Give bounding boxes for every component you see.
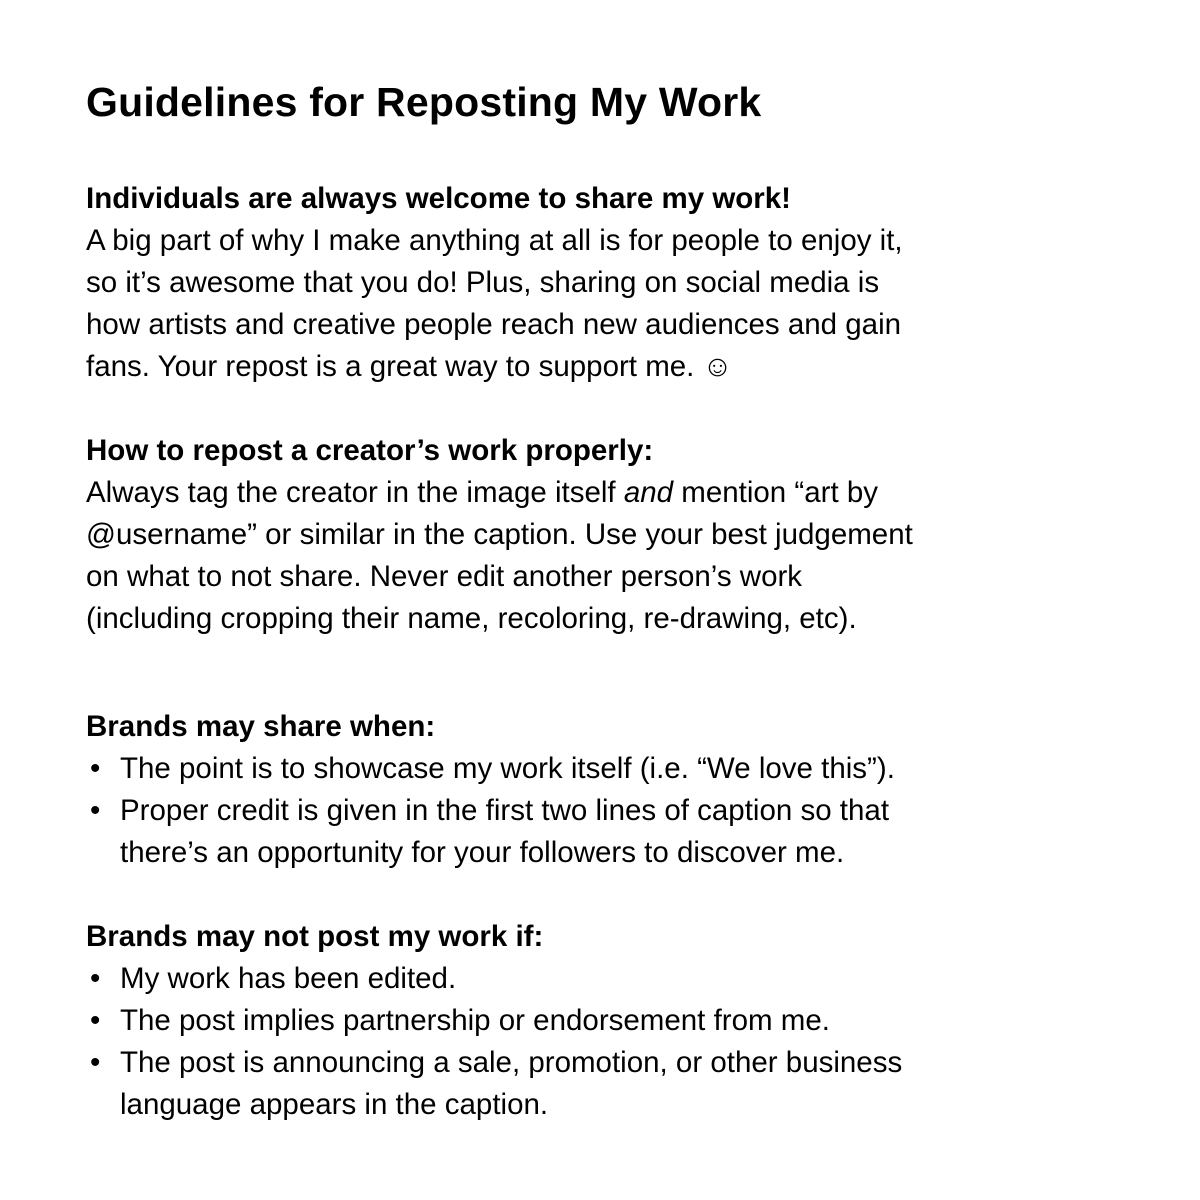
list-item <box>86 958 1146 1000</box>
list-item-text <box>120 1042 1146 1126</box>
list-item-text <box>120 958 1146 1000</box>
body-line <box>86 472 1146 514</box>
list-item-text <box>120 1000 1146 1042</box>
body-text-segment: Always tag the creator in the image itself <box>86 476 624 509</box>
section-body <box>86 220 1146 388</box>
page-title: Guidelines for Reposting My Work <box>86 79 762 125</box>
section-how-to-repost <box>86 430 1146 640</box>
bullet-list <box>86 748 1146 874</box>
list-item <box>86 748 1146 790</box>
list-item-text <box>120 790 1146 874</box>
list-item-line: The post implies partnership or endorsement from me. <box>120 1004 830 1037</box>
section-heading: How to repost a creator’s work properly: <box>86 434 654 467</box>
section-body <box>86 472 1146 640</box>
body-line: (including cropping their name, recoloring, re-drawing, etc). <box>86 602 857 635</box>
section-individuals <box>86 178 1146 388</box>
list-item <box>86 790 1146 874</box>
body-line: so it’s awesome that you do! Plus, sharing on social media is <box>86 266 880 299</box>
body-line: how artists and creative people reach new audiences and gain <box>86 308 902 341</box>
bullet-list <box>86 958 1146 1126</box>
body-text-segment: mention “art by <box>673 476 879 509</box>
section-heading: Brands may not post my work if: <box>86 920 544 953</box>
list-item <box>86 1042 1146 1126</box>
section-brands-may-not-post <box>86 916 1146 1126</box>
list-item-line: My work has been edited. <box>120 962 457 995</box>
body-line: fans. Your repost is a great way to support me. ☺ <box>86 350 733 383</box>
document-page <box>86 78 1146 1126</box>
list-item-text <box>120 748 1146 790</box>
section-heading: Brands may share when: <box>86 710 436 743</box>
section-heading: Individuals are always welcome to share my work! <box>86 182 792 215</box>
bullet-icon: • <box>90 1046 101 1079</box>
bullet-icon: • <box>90 1004 101 1037</box>
body-line: on what to not share. Never edit another person’s work <box>86 560 803 593</box>
body-line: @username” or similar in the caption. Use your best judgement <box>86 518 913 551</box>
list-item-line: there’s an opportunity for your followers to discover me. <box>120 836 845 869</box>
list-item-line: The point is to showcase my work itself (i.e. “We love this”). <box>120 752 895 785</box>
bullet-icon: • <box>90 962 101 995</box>
list-item-line: language appears in the caption. <box>120 1088 549 1121</box>
list-item <box>86 1000 1146 1042</box>
body-line: A big part of why I make anything at all is for people to enjoy it, <box>86 224 903 257</box>
section-brands-may-share <box>86 706 1146 874</box>
list-item-line: The post is announcing a sale, promotion, or other business <box>120 1046 903 1079</box>
emphasis-text: and <box>623 476 674 509</box>
list-item-line: Proper credit is given in the first two lines of caption so that <box>120 794 890 827</box>
bullet-icon: • <box>90 794 101 827</box>
bullet-icon: • <box>90 752 101 785</box>
